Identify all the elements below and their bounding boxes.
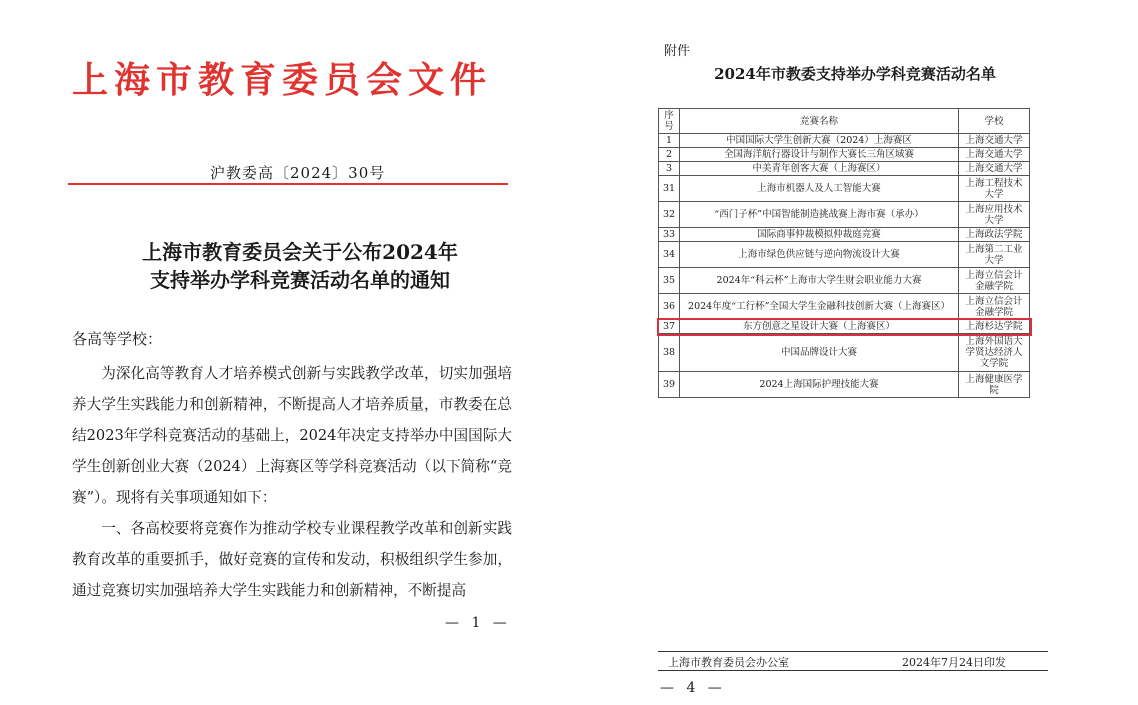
cell-seq: 39	[659, 372, 680, 398]
notice-title-line1: 上海市教育委员会关于公布2024年	[142, 240, 458, 264]
cell-school: 上海交通大学	[959, 162, 1030, 176]
table-row	[659, 372, 1030, 398]
footer-rule-top	[658, 651, 1048, 652]
right-page-number: — 4 —	[660, 680, 726, 696]
cell-school: 上海政法学院	[959, 228, 1030, 242]
table-row	[659, 334, 1030, 372]
footer-date: 2024年7月24日印发	[902, 656, 1006, 669]
table-title: 2024年市教委支持举办学科竞赛活动名单	[714, 65, 996, 83]
cell-name: 中美青年创客大赛（上海赛区）	[680, 162, 959, 176]
cell-seq: 38	[659, 334, 680, 372]
notice-title	[120, 238, 480, 294]
competition-table	[658, 108, 1030, 398]
cell-name: 2024上海国际护理技能大赛	[680, 372, 959, 398]
cell-name: 2024年“科云杯”上海市大学生财会职业能力大赛	[680, 268, 959, 294]
cell-school: 上海立信会计金融学院	[959, 268, 1030, 294]
cell-name: 2024年度“工行杯”全国大学生金融科技创新大赛（上海赛区）	[680, 294, 959, 320]
cell-seq: 35	[659, 268, 680, 294]
table-row	[659, 162, 1030, 176]
footer-rule-bottom	[658, 670, 1048, 671]
table-row	[659, 176, 1030, 202]
cell-name: 东方创意之星设计大赛（上海赛区）	[680, 320, 959, 334]
cell-seq: 33	[659, 228, 680, 242]
cell-name: “西门子杯”中国智能制造挑战赛上海市赛（承办）	[680, 202, 959, 228]
notice-title-line2: 支持举办学科竞赛活动名单的通知	[150, 268, 450, 292]
cell-school: 上海工程技术大学	[959, 176, 1030, 202]
table-row	[659, 148, 1030, 162]
cell-school: 上海应用技术大学	[959, 202, 1030, 228]
body-paragraph-1: 为深化高等教育人才培养模式创新与实践教学改革，切实加强培养大学生实践能力和创新精神，不断提高人才培养质量，市教委在总结2023年学科竞赛活动的基础上，2024年决定支持举办中国国际大学生创新创业大赛（2024）上海赛区等学科竞赛活动（以下简称“竞赛”）。现将有关事项通知如下：	[72, 365, 512, 506]
cell-name: 中国品牌设计大赛	[680, 334, 959, 372]
notice-body	[72, 358, 512, 606]
table-row	[659, 202, 1030, 228]
body-paragraph-2: 一、各高校要将竞赛作为推动学校专业课程教学改革和创新实践教育改革的重要抓手，做好竞赛的宣传和发动，积极组织学生参加，通过竞赛切实加强培养大学生实践能力和创新精神，不断提高	[72, 520, 512, 599]
footer-office: 上海市教育委员会办公室	[668, 656, 789, 669]
document-number: 沪教委高〔2024〕30号	[210, 164, 386, 182]
red-divider	[68, 183, 508, 185]
cell-name: 上海市机器人及人工智能大赛	[680, 176, 959, 202]
left-page	[0, 0, 560, 705]
cell-seq: 36	[659, 294, 680, 320]
cell-school: 上海立信会计金融学院	[959, 294, 1030, 320]
cell-school: 上海交通大学	[959, 134, 1030, 148]
cell-name: 国际商事仲裁模拟仲裁庭竞赛	[680, 228, 959, 242]
cell-school: 上海交通大学	[959, 148, 1030, 162]
cell-name: 中国国际大学生创新大赛（2024）上海赛区	[680, 134, 959, 148]
table-row	[659, 294, 1030, 320]
cell-seq: 2	[659, 148, 680, 162]
highlight-box	[657, 318, 1032, 336]
cell-school: 上海健康医学院	[959, 372, 1030, 398]
cell-seq: 34	[659, 242, 680, 268]
table-row	[659, 268, 1030, 294]
document-header-title: 上海市教育委员会文件	[72, 59, 493, 101]
attachment-label: 附件	[664, 44, 691, 59]
cell-school: 上海外国语大学贤达经济人文学院	[959, 334, 1030, 372]
cell-school: 上海第二工业大学	[959, 242, 1030, 268]
cell-name: 全国海洋航行器设计与制作大赛长三角区域赛	[680, 148, 959, 162]
table-row	[659, 228, 1030, 242]
header-name: 竞赛名称	[680, 109, 959, 134]
cell-seq: 37	[659, 320, 680, 334]
cell-school: 上海杉达学院	[959, 320, 1030, 334]
cell-seq: 32	[659, 202, 680, 228]
cell-seq: 1	[659, 134, 680, 148]
right-page	[620, 0, 1138, 705]
table-row	[659, 134, 1030, 148]
table-row	[659, 242, 1030, 268]
salutation: 各高等学校：	[72, 330, 163, 348]
header-school: 学校	[959, 109, 1030, 134]
page-gutter	[560, 0, 620, 705]
cell-seq: 31	[659, 176, 680, 202]
left-page-number: — 1 —	[445, 615, 511, 631]
cell-seq: 3	[659, 162, 680, 176]
cell-name: 上海市绿色供应链与逆向物流设计大赛	[680, 242, 959, 268]
header-seq: 序号	[659, 109, 680, 134]
